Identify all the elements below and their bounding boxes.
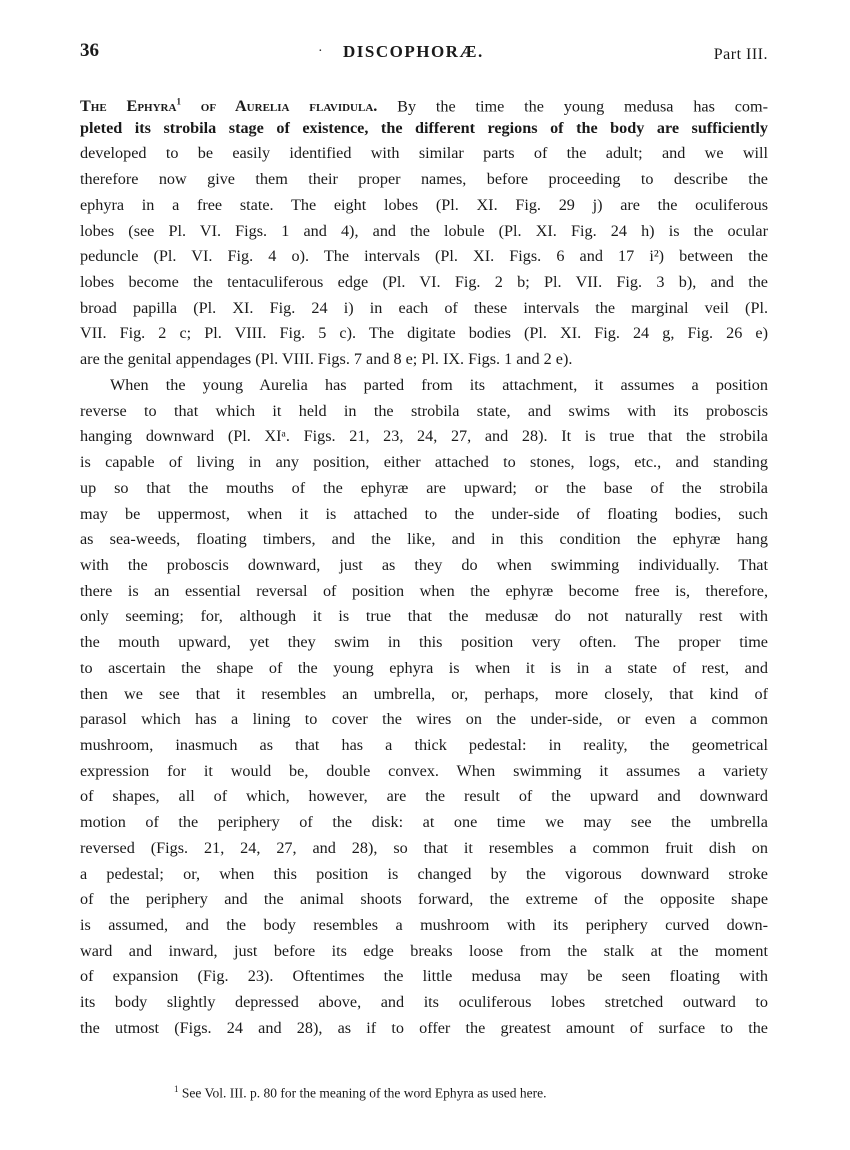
text-line: of shapes, all of which, however, are the result of the upward and downward	[80, 787, 768, 806]
text-line: of the periphery and the animal shoots forward, the extreme of the opposite shape	[80, 890, 768, 909]
page-number: 36	[80, 40, 99, 61]
footnote-reference: 1	[176, 97, 181, 107]
footnote-mark: 1	[174, 1084, 179, 1094]
text-line: hanging downward (Pl. XIᵃ. Figs. 21, 23, 24, 27, and 28). It is true that the strobila	[80, 427, 768, 446]
header-dot: ·	[318, 44, 323, 59]
text-line: a pedestal; or, when this position is changed by the vigorous downward stroke	[80, 864, 768, 883]
body-text	[80, 90, 768, 1042]
text-line: up so that the mouths of the ephyræ are upward; or the base of the strobila	[80, 478, 768, 497]
footnote	[174, 1084, 547, 1102]
text-line: ephyra in a free state. The eight lobes (Pl. XI. Fig. 29 j) are the oculiferous	[80, 195, 768, 214]
page-header	[80, 40, 770, 70]
text-line: developed to be easily identified with similar parts of the adult; and we will	[80, 144, 768, 163]
text-line: may be uppermost, when it is attached to the under-side of floating bodies, such	[80, 504, 768, 523]
text-line: pleted its strobila stage of existence, the different regions of the body are sufficiently	[80, 118, 768, 137]
text-line: with the proboscis downward, just as they do when swimming individually. That	[80, 555, 768, 574]
text-line: the mouth upward, yet they swim in this position very often. The proper time	[80, 633, 768, 652]
text-line: as sea-weeds, floating timbers, and the like, and in this condition the ephyræ hang	[80, 530, 768, 549]
text-line: is assumed, and the body resembles a mushroom with its periphery curved down-	[80, 916, 768, 934]
text-line: lobes become the tentaculiferous edge (Pl. VI. Fig. 2 b; Pl. VII. Fig. 3 b), and the	[80, 273, 768, 292]
text-line: of expansion (Fig. 23). Oftentimes the little medusa may be seen floating with	[80, 967, 768, 986]
text-line: motion of the periphery of the disk: at one time we may see the umbrella	[80, 813, 768, 832]
section-heading: The Ephyra$^1$ of Aurelia flavidula.	[80, 97, 378, 116]
text-line: mushroom, inasmuch as that has a thick pedestal: in reality, the geometrical	[80, 735, 768, 754]
text-line: reverse to that which it held in the strobila state, and swims with its proboscis	[80, 401, 768, 420]
text-line: then we see that it resembles an umbrella, or, perhaps, more closely, that kind of	[80, 684, 768, 703]
text-line: is capable of living in any position, either attached to stones, logs, etc., and standing	[80, 453, 768, 472]
text-line: reversed (Figs. 21, 24, 27, and 28), so that it resembles a common fruit dish on	[80, 838, 768, 857]
text-line: there is an essential reversal of position when the ephyræ become free is, therefore,	[80, 581, 768, 600]
text-line: expression for it would be, double convex. When swimming it assumes a variety	[80, 761, 768, 780]
text-line: broad papilla (Pl. XI. Fig. 24 i) in each of these intervals the marginal veil (Pl.	[80, 298, 768, 317]
text-line: the utmost (Figs. 24 and 28), as if to offer the greatest amount of surface to the	[80, 1018, 768, 1037]
part-label: Part III.	[713, 46, 768, 63]
text-line: are the genital appendages (Pl. VIII. Figs. 7 and 8 e; Pl. IX. Figs. 1 and 2 e).	[80, 350, 573, 369]
text-line: parasol which has a lining to cover the wires on the under-side, or even a common	[80, 710, 768, 729]
text-line: only seeming; for, although it is true that the medusæ do not naturally rest with	[80, 607, 768, 626]
text-line: its body slightly depressed above, and its oculiferous lobes stretched outward to	[80, 993, 768, 1012]
running-title: DISCOPHORÆ.	[343, 42, 484, 61]
text-line: to ascertain the shape of the young ephyra is when it is in a state of rest, and	[80, 658, 768, 677]
text-line: lobes (see Pl. VI. Figs. 1 and 4), and the lobule (Pl. XI. Fig. 24 h) is the ocular	[80, 221, 768, 240]
footnote-text: See Vol. III. p. 80 for the meaning of the word Ephyra as used here.	[178, 1085, 547, 1101]
text-line: peduncle (Pl. VI. Fig. 4 o). The intervals (Pl. XI. Figs. 6 and 17 i²) between the	[80, 247, 768, 266]
text-line: therefore now give them their proper names, before proceeding to describe the	[80, 170, 768, 189]
text-line: VII. Fig. 2 c; Pl. VIII. Fig. 5 c). The digitate bodies (Pl. XI. Fig. 24 g, Fig. 26 e)	[80, 324, 768, 343]
text-line: The Ephyra$^1$ of Aurelia flavidula. By the time the young medusa has com-	[80, 97, 768, 116]
text-line: When the young Aurelia has parted from its attachment, it assumes a position	[110, 375, 768, 394]
text-line: ward and inward, just before its edge breaks loose from the stalk at the moment	[80, 941, 768, 960]
